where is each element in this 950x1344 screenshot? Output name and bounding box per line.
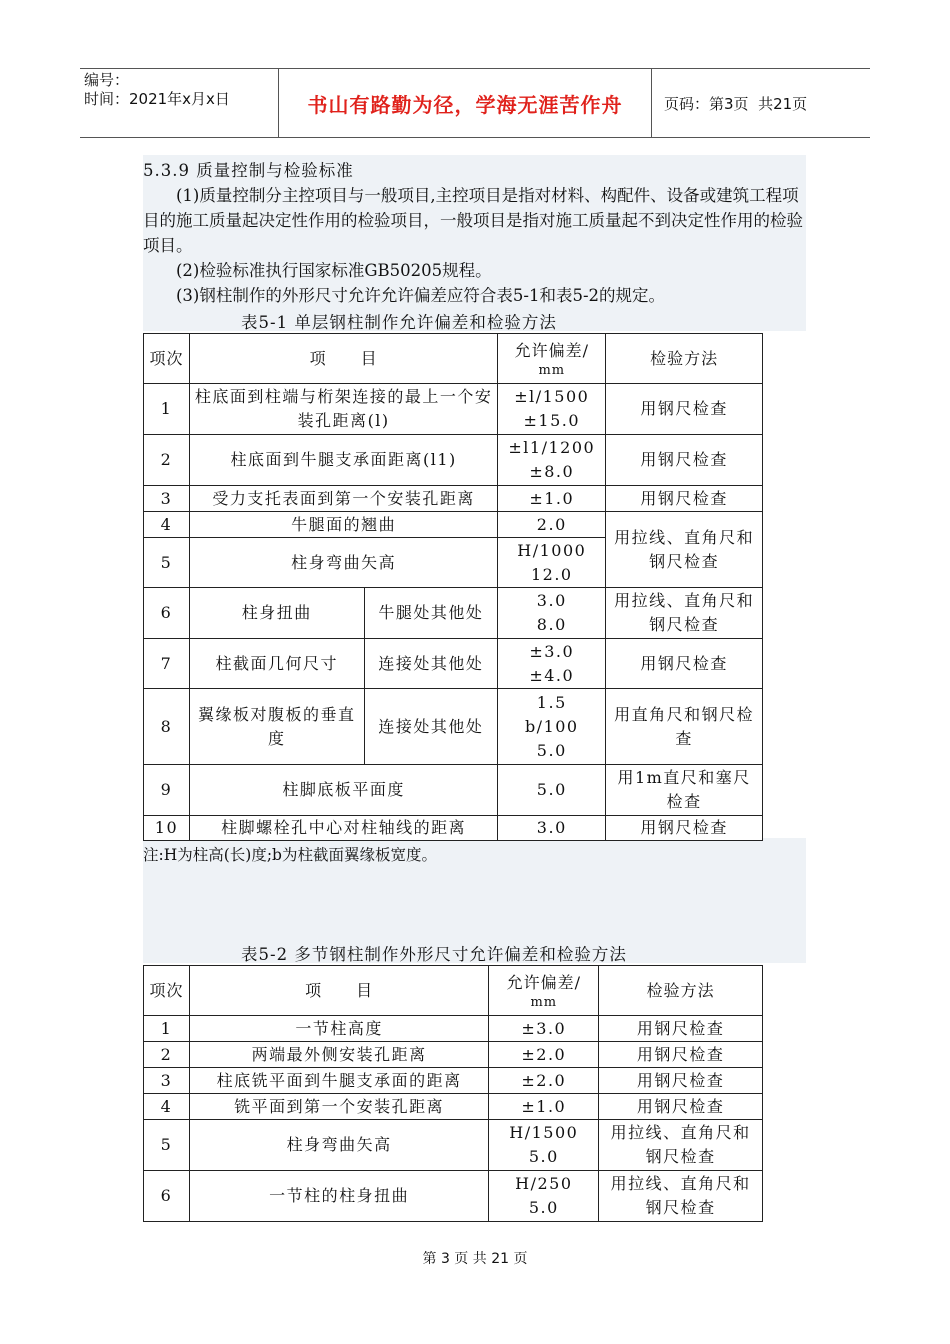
row-tolerance: ±l/1500 ±15.0 — [498, 384, 606, 435]
row-tolerance: 1.5 b/100 5.0 — [498, 689, 606, 765]
table-row — [144, 689, 763, 765]
row-method: 用钢尺检查 — [599, 1016, 763, 1042]
row-number: 6 — [144, 1171, 190, 1222]
table-row — [144, 816, 763, 841]
table-header-row — [144, 966, 763, 1016]
row-subitem: 连接处其他处 — [364, 689, 498, 765]
row-number: 8 — [144, 689, 190, 765]
column-header: 项 目 — [189, 966, 488, 1016]
table-row — [144, 435, 763, 486]
row-item: 柱底面到牛腿支承面距离(l1) — [189, 435, 497, 486]
row-item: 受力支托表面到第一个安装孔距离 — [189, 486, 497, 512]
row-number: 6 — [144, 588, 190, 639]
row-method: 用钢尺检查 — [606, 639, 763, 689]
row-number: 9 — [144, 765, 190, 816]
row-number: 5 — [144, 538, 190, 588]
table1-note: 注:H为柱高(长)度;b为柱截面翼缘板宽度。 — [143, 846, 437, 864]
row-item: 柱脚底板平面度 — [189, 765, 497, 816]
row-method: 用钢尺检查 — [606, 816, 763, 841]
row-item: 铣平面到第一个安装孔距离 — [189, 1094, 488, 1120]
table-row — [144, 1171, 763, 1222]
section-body — [143, 158, 806, 308]
row-method: 用拉线、直角尺和钢尺检查 — [606, 512, 763, 588]
paragraph: (2)检验标准执行国家标准GB50205规程。 — [176, 261, 492, 280]
row-subitem: 连接处其他处 — [364, 639, 498, 689]
row-number: 1 — [144, 1016, 190, 1042]
table2-caption: 表5-2 多节钢柱制作外形尺寸允许偏差和检验方法 — [241, 945, 627, 964]
row-tolerance: ±3.0 — [489, 1016, 599, 1042]
row-method: 用钢尺检查 — [606, 486, 763, 512]
table-row — [144, 639, 763, 689]
row-item: 柱截面几何尺寸 — [189, 639, 364, 689]
row-item: 一节柱高度 — [189, 1016, 488, 1042]
table-row — [144, 1042, 763, 1068]
row-tolerance: ±2.0 — [489, 1042, 599, 1068]
row-number: 4 — [144, 1094, 190, 1120]
table-row — [144, 1016, 763, 1042]
column-header: 项 目 — [189, 334, 497, 384]
row-method: 用钢尺检查 — [599, 1068, 763, 1094]
row-method: 用拉线、直角尺和钢尺检查 — [606, 588, 763, 639]
row-item: 牛腿面的翘曲 — [189, 512, 497, 538]
row-number: 10 — [144, 816, 190, 841]
row-item: 一节柱的柱身扭曲 — [189, 1171, 488, 1222]
row-number: 2 — [144, 1042, 190, 1068]
row-item: 柱身扭曲 — [189, 588, 364, 639]
row-tolerance: 2.0 — [498, 512, 606, 538]
row-subitem: 牛腿处其他处 — [364, 588, 498, 639]
row-number: 1 — [144, 384, 190, 435]
table1 — [143, 333, 763, 841]
table-header-row — [144, 334, 763, 384]
row-method: 用钢尺检查 — [606, 384, 763, 435]
row-number: 2 — [144, 435, 190, 486]
row-tolerance: 3.0 8.0 — [498, 588, 606, 639]
column-header: 项次 — [144, 966, 190, 1016]
row-item: 柱身弯曲矢高 — [189, 1120, 488, 1171]
row-tolerance: H/1500 5.0 — [489, 1120, 599, 1171]
row-number: 4 — [144, 512, 190, 538]
table-row — [144, 588, 763, 639]
document-number-label: 编号： — [84, 71, 130, 89]
table-row — [144, 1068, 763, 1094]
row-method: 用钢尺检查 — [599, 1042, 763, 1068]
row-tolerance: ±2.0 — [489, 1068, 599, 1094]
page-header — [80, 68, 870, 138]
row-method: 用拉线、直角尺和钢尺检查 — [599, 1120, 763, 1171]
header-slogan: 书山有路勤为径，学海无涯苦作舟 — [278, 69, 652, 137]
document-date: 时间：2021年x月x日 — [84, 90, 230, 108]
column-header: 允许偏差/ mm — [498, 334, 606, 384]
row-item: 柱脚螺栓孔中心对柱轴线的距离 — [189, 816, 497, 841]
row-item: 柱底面到柱端与桁架连接的最上一个安装孔距离(l) — [189, 384, 497, 435]
row-tolerance: ±1.0 — [498, 486, 606, 512]
table-row — [144, 384, 763, 435]
row-item: 翼缘板对腹板的垂直度 — [189, 689, 364, 765]
page-footer: 第 3 页 共 21 页 — [422, 1251, 528, 1267]
row-number: 5 — [144, 1120, 190, 1171]
row-item: 柱底铣平面到牛腿支承面的距离 — [189, 1068, 488, 1094]
table-row — [144, 486, 763, 512]
row-tolerance: 5.0 — [498, 765, 606, 816]
table-row — [144, 1094, 763, 1120]
row-method: 用1m直尺和塞尺检查 — [606, 765, 763, 816]
row-tolerance: ±3.0 ±4.0 — [498, 639, 606, 689]
section-heading: 5.3.9 质量控制与检验标准 — [143, 161, 354, 180]
row-tolerance: ±1.0 — [489, 1094, 599, 1120]
row-number: 3 — [144, 1068, 190, 1094]
table2 — [143, 965, 763, 1222]
column-header: 检验方法 — [599, 966, 763, 1016]
row-tolerance: ±l1/1200 ±8.0 — [498, 435, 606, 486]
column-header: 检验方法 — [606, 334, 763, 384]
row-tolerance: 3.0 — [498, 816, 606, 841]
header-page-info: 页码：第3页 共21页 — [664, 94, 808, 113]
column-header: 项次 — [144, 334, 190, 384]
row-method: 用钢尺检查 — [599, 1094, 763, 1120]
paragraph: (1)质量控制分主控项目与一般项目,主控项目是指对材料、构配件、设备或建筑工程项目的施工质量起决定性作用的检验项目，一般项目是指对施工质量起不到决定性作用的检验项目。 — [143, 186, 803, 255]
row-method: 用拉线、直角尺和钢尺检查 — [599, 1171, 763, 1222]
table-row — [144, 1120, 763, 1171]
row-tolerance: H/1000 12.0 — [498, 538, 606, 588]
row-item: 两端最外侧安装孔距离 — [189, 1042, 488, 1068]
row-number: 7 — [144, 639, 190, 689]
row-item: 柱身弯曲矢高 — [189, 538, 497, 588]
row-method: 用直角尺和钢尺检查 — [606, 689, 763, 765]
row-tolerance: H/250 5.0 — [489, 1171, 599, 1222]
column-header: 允许偏差/ mm — [489, 966, 599, 1016]
table1-caption: 表5-1 单层钢柱制作允许偏差和检验方法 — [241, 313, 557, 332]
paragraph: (3)钢柱制作的外形尺寸允许允许偏差应符合表5-1和表5-2的规定。 — [176, 286, 666, 305]
table-row — [144, 765, 763, 816]
header-meta — [80, 69, 278, 137]
table-row — [144, 512, 763, 538]
row-number: 3 — [144, 486, 190, 512]
row-method: 用钢尺检查 — [606, 435, 763, 486]
